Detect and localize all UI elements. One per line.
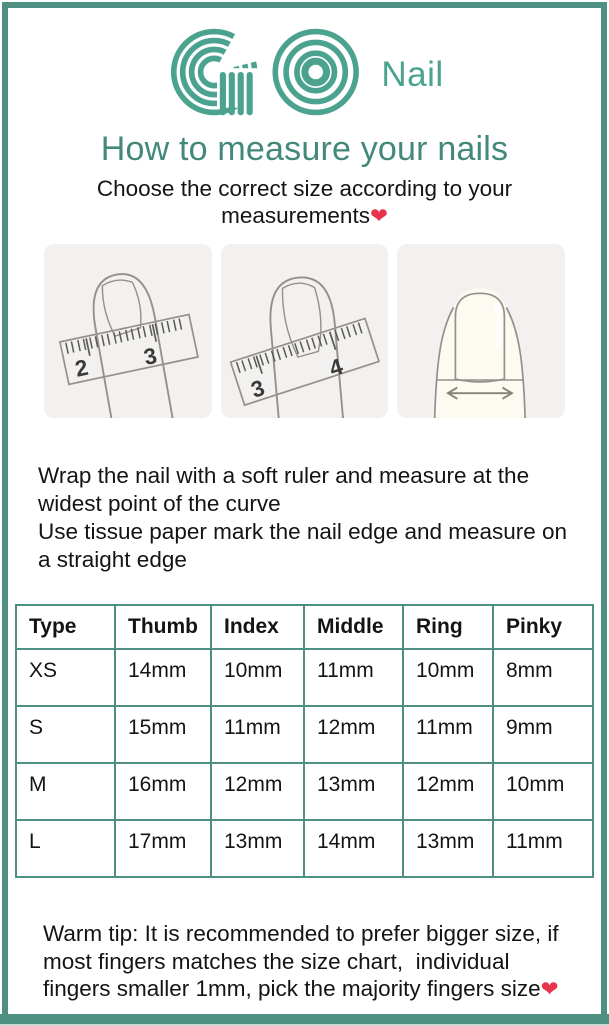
bottom-accent-bar	[0, 1014, 609, 1026]
col-header-thumb: Thumb	[115, 605, 211, 649]
table-cell: 11mm	[403, 706, 493, 763]
table-cell: 13mm	[403, 820, 493, 877]
table-cell: 12mm	[304, 706, 403, 763]
col-header-index: Index	[211, 605, 304, 649]
instruction-sentence: Wrap the nail with a soft ruler and measure at the widest point of the curve	[38, 463, 530, 516]
illustration-wrap-tape-2	[221, 244, 389, 418]
table-row-xs	[16, 649, 593, 706]
illustration-width-arrow	[397, 244, 565, 418]
finger-tape-illustration-1	[44, 244, 212, 418]
table-cell: 12mm	[211, 763, 304, 820]
tape-number: 3	[141, 342, 160, 371]
warm-tip-text: Warm tip: It is recommended to prefer bigger size, if most fingers matches the size chart, individual fingers smaller 1mm, pick the majority fingers size	[43, 921, 565, 1001]
table-cell: XS	[16, 649, 115, 706]
table-cell: 11mm	[493, 820, 593, 877]
table-cell: 10mm	[403, 649, 493, 706]
table-cell: 13mm	[304, 763, 403, 820]
table-cell: 12mm	[403, 763, 493, 820]
col-header-pinky: Pinky	[493, 605, 593, 649]
card-content	[8, 8, 601, 1014]
size-chart-table	[15, 604, 594, 878]
table-cell: 9mm	[493, 706, 593, 763]
table-cell: 15mm	[115, 706, 211, 763]
table-cell: 8mm	[493, 649, 593, 706]
brand-header	[8, 24, 601, 120]
table-cell: 10mm	[211, 649, 304, 706]
table-cell: 17mm	[115, 820, 211, 877]
measurement-illustrations	[44, 244, 565, 418]
table-cell: M	[16, 763, 115, 820]
table-row-s	[16, 706, 593, 763]
page-title: How to measure your nails	[100, 130, 509, 168]
subtitle-line2: measurements	[221, 203, 370, 228]
table-cell: 14mm	[115, 649, 211, 706]
table-cell: S	[16, 706, 115, 763]
table-cell: L	[16, 820, 115, 877]
col-header-ring: Ring	[403, 605, 493, 649]
table-cell: 10mm	[493, 763, 593, 820]
subtitle-line1: Choose the correct size according to your	[96, 176, 513, 201]
heart-icon: ❤	[369, 204, 388, 229]
table-cell: 11mm	[211, 706, 304, 763]
col-header-type: Type	[16, 605, 115, 649]
illustration-wrap-tape-1	[44, 244, 212, 418]
finger-tape-illustration-2	[221, 244, 389, 418]
col-header-middle: Middle	[304, 605, 403, 649]
table-header-row	[16, 605, 593, 649]
card-frame	[2, 2, 607, 1024]
instructions	[38, 462, 575, 574]
tape-number: 4	[325, 353, 346, 382]
heart-icon: ❤	[540, 977, 559, 1002]
table-row-l	[16, 820, 593, 877]
table-cell: 13mm	[211, 820, 304, 877]
instruction-sentence: Use tissue paper mark the nail edge and measure on a straight edge	[38, 519, 568, 572]
brand-name: Nail	[381, 55, 444, 94]
nail-width-illustration	[397, 244, 565, 418]
tape-number: 2	[72, 354, 91, 382]
table-row-m	[16, 763, 593, 820]
table-cell: 14mm	[304, 820, 403, 877]
go-logo-icon	[165, 25, 363, 119]
warm-tip	[43, 920, 579, 1004]
tape-number: 3	[247, 375, 268, 403]
subtitle	[8, 175, 601, 230]
table-cell: 11mm	[304, 649, 403, 706]
table-cell: 16mm	[115, 763, 211, 820]
